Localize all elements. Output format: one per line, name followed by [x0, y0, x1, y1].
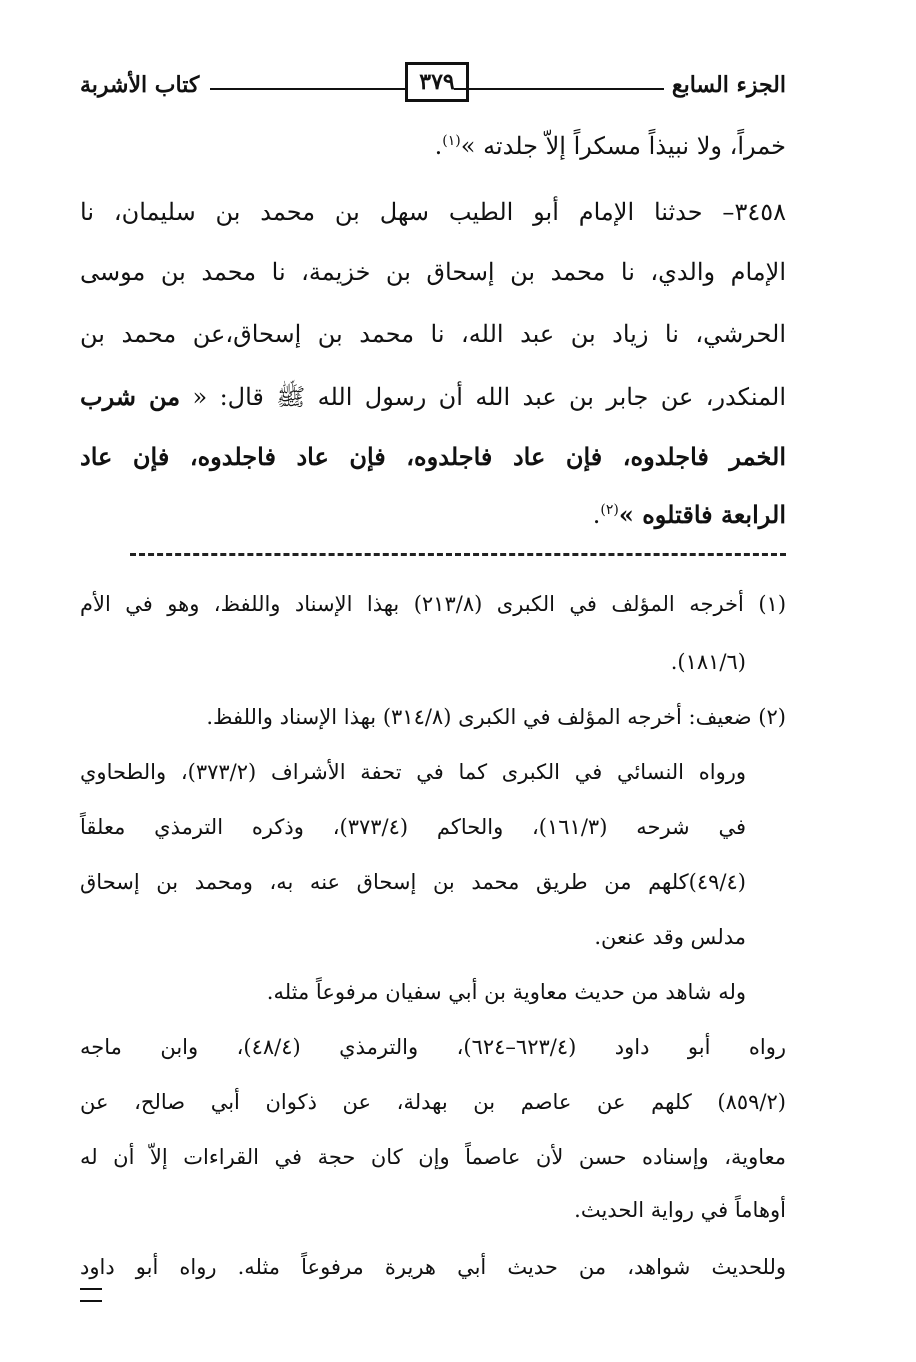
hadith-text: الرابعة فاقتلوه » [618, 500, 786, 529]
continuation-mark [80, 1288, 102, 1302]
text-line [80, 382, 786, 417]
footnote-line: (١٨١/٦). [670, 650, 746, 674]
text-segment: المنكدر، عن جابر بن عبد الله أن رسول الله ﷺ قال: « [192, 383, 786, 411]
footnote-line: في شرحه (١٦١/٣)، والحاكم (٣٧٣/٤)، وذكره الترمذي معلقاً [80, 815, 746, 839]
footnote-ref: (١) [442, 133, 461, 149]
footnote-line: وللحديث شواهد، من حديث أبي هريرة مرفوعاً مثله. رواه أبو داود [80, 1255, 786, 1279]
header-rule-right [454, 88, 664, 90]
footnote-line: (٢) ضعيف: أخرجه المؤلف في الكبرى (٣١٤/٨) بهذا الإسناد واللفظ. [206, 705, 786, 729]
footnote-line: (٨٥٩/٢) كلهم عن عاصم بن بهدلة، عن ذكوان أبي صالح، عن [80, 1090, 786, 1114]
book-section-label: كتاب الأشربة [80, 72, 200, 98]
page-number: ٣٧٩ [405, 62, 469, 102]
footnote-line: معاوية، وإسناده حسن لأن عاصماً وإن كان حجة في القراءات إلاّ أن له [80, 1145, 786, 1169]
text-line: الحرشي، نا زياد بن عبد الله، نا محمد بن إسحاق،عن محمد بن [80, 320, 786, 348]
footnote-line: (١) أخرجه المؤلف في الكبرى (٢١٣/٨) بهذا الإسناد واللفظ، وهو في الأم [80, 592, 787, 616]
text-line: الرابعة فاقتلوه »$^{(٢)}$. [592, 500, 786, 529]
footnote-divider [130, 553, 786, 556]
page-header [80, 62, 786, 112]
text-line: ٣٤٥٨– حدثنا الإمام أبو الطيب سهل بن محمد بن سليمان، نا [80, 198, 786, 226]
text-line: الإمام والدي، نا محمد بن إسحاق بن خزيمة، نا محمد بن موسى [80, 258, 786, 286]
footnote-line: رواه أبو داود (٦٢٣/٤–٦٢٤)، والترمذي (٤٨/٤)، وابن ماجه [80, 1035, 786, 1059]
header-rule-left [210, 88, 405, 90]
footnote-line: ورواه النسائي في الكبرى كما في تحفة الأشراف (٣٧٣/٢)، والطحاوي [80, 760, 746, 784]
hadith-text-line: الخمر فاجلدوه، فإن عاد فاجلدوه، فإن عاد فاجلدوه، فإن عاد [80, 442, 786, 471]
hadith-text: من شرب [80, 382, 181, 411]
footnote-line: (٤٩/٤)كلهم من طريق محمد بن إسحاق عنه به، ومحمد بن إسحاق [80, 870, 746, 894]
text-line: خمراً، ولا نبيذاً مسكراً إلاّ جلدته »$^{(١)}$. [434, 132, 786, 160]
footnote-line: وله شاهد من حديث معاوية بن أبي سفيان مرفوعاً مثله. [266, 980, 746, 1004]
footnote-line: أوهاماً في رواية الحديث. [574, 1198, 786, 1222]
footnote-ref: (٢) [600, 502, 619, 518]
volume-label: الجزء السابع [671, 72, 786, 98]
text-segment: خمراً، ولا نبيذاً مسكراً إلاّ جلدته » [460, 132, 786, 160]
footnote-line: مدلس وقد عنعن. [594, 925, 746, 949]
